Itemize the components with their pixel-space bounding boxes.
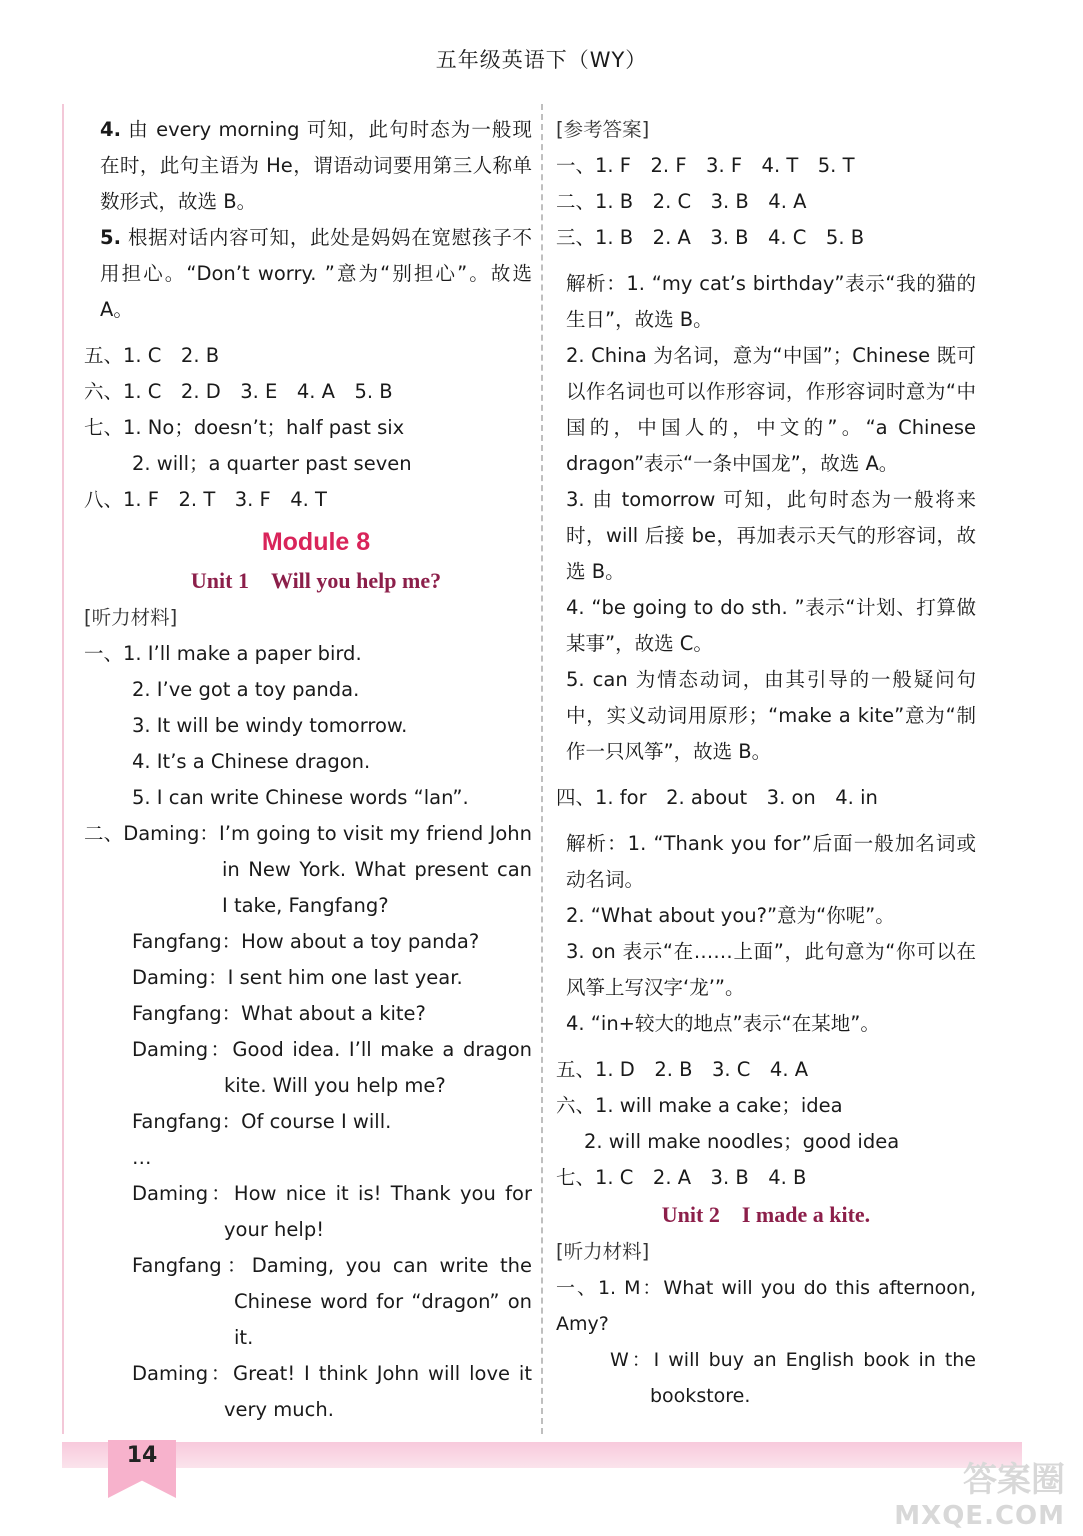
dialogue-line-5: Daming：Good idea. I’ll make a dragon kite. Will you help me? [132,1038,532,1097]
listening-label: [听力材料] [84,606,178,629]
explanation-4-4: 4. “in+较大的地点”表示“在某地”。 [566,1012,880,1035]
page-number: 14 [126,1443,158,1468]
left-margin-rule [62,104,64,1434]
listening-1-1: 一、1. I’ll make a paper bird. [84,642,362,665]
dialogue-line-9: Fangfang：Daming, you can write the Chinese word for “dragon” on it. [132,1254,532,1349]
answer-row-7: 七、1. C 2. A 3. B 4. B [556,1166,807,1189]
answer-row-5: 五、1. D 2. B 3. C 4. A [556,1058,809,1081]
explanation-q5 [100,220,532,328]
column-divider [541,104,543,1434]
dialogue-line-7: … [132,1146,152,1169]
answer-section-5: 五、1. C 2. B [84,344,220,367]
listening-1-5: 5. I can write Chinese words “lan”. [132,786,469,809]
unit1-title: Unit 1 Will you help me? [190,568,442,593]
unit2-listening-label: [听力材料] [556,1240,650,1263]
dialogue-line-6: Fangfang：Of course I will. [132,1110,392,1133]
answers-label: [参考答案] [556,118,650,141]
explanation-3-2: 2. China 为名词，意为“中国”；Chinese 既可以作名词也可以作形容词，作形容词时意为“中国的，中国人的，中文的”。“a Chinese dragon”表示“一条中国龙”，故选 A。 [566,344,976,475]
explanation-3-4: 4. “be going to do sth. ”表示“计划、打算做某事”，故选 C。 [566,596,976,655]
answer-section-8: 八、1. F 2. T 3. F 4. T [84,488,327,511]
listening-1-2: 2. I’ve got a toy panda. [132,678,360,701]
explanation-4-1: 解析：1. “Thank you for”后面一般加名词或动名词。 [566,832,976,891]
answer-section-7-line2: 2. will；a quarter past seven [132,452,412,475]
explanation-3-5: 5. can 为情态动词，由其引导的一般疑问句中，实义动词用原形；“make a kite”意为“制作一只风筝”，故选 B。 [566,668,976,763]
answer-row-3: 三、1. B 2. A 3. B 4. C 5. B [556,226,865,249]
q4-number: 4. [100,118,121,141]
right-column [556,112,976,1414]
answer-row-2: 二、1. B 2. C 3. B 4. A [556,190,807,213]
answer-section-7-line1: 七、1. No；doesn’t；half past six [84,416,405,439]
dialogue-line-4: Fangfang：What about a kite? [132,1002,426,1025]
answer-row-6-line1: 六、1. will make a cake；idea [556,1094,843,1117]
answer-row-1: 一、1. F 2. F 3. F 4. T 5. T [556,154,855,177]
watermark-brand: 答案圈 [963,1460,1065,1500]
unit2-title: Unit 2 I made a kite. [661,1202,871,1227]
explanation-3-1: 解析：1. “my cat’s birthday”表示“我的猫的生日”，故选 B。 [566,272,976,331]
dialogue-line-8: Daming：How nice it is! Thank you for your help! [132,1182,532,1241]
explanation-3-3: 3. 由 tomorrow 可知，此句时态为一般将来时，will 后接 be，再加表示天气的形容词，故选 B。 [566,488,976,583]
left-column [84,112,532,1428]
answer-section-6: 六、1. C 2. D 3. E 4. A 5. B [84,380,393,403]
explanation-4-3: 3. on 表示“在……上面”，此句意为“你可以在风筝上写汉字‘龙’”。 [566,940,976,999]
explanation-q4 [100,112,532,220]
dialogue-line-2: Fangfang：How about a toy panda? [132,930,480,953]
dialogue-line-1: 二、Daming：I’m going to visit my friend John in New York. What present can I take, Fangfang? [84,822,532,917]
q4-text: 由 every morning 可知，此句时态为一般现在时，此句主语为 He，谓语动词要用第三人称单数形式，故选 B。 [100,118,532,213]
page-header: 五年级英语下（WY） [435,48,648,72]
dialogue-line-3: Daming：I sent him one last year. [132,966,463,989]
listening-1-3: 3. It will be windy tomorrow. [132,714,408,737]
watermark-logo [865,1462,1065,1532]
answer-row-6-line2: 2. will make noodles；good idea [584,1130,900,1153]
q5-text: 根据对话内容可知，此处是妈妈在宽慰孩子不用担心。“Don’t worry. ”意为“别担心”。故选 A。 [100,226,532,321]
q5-number: 5. [100,226,121,249]
explanation-4-2: 2. “What about you?”意为“你呢”。 [566,904,895,927]
listening-1-4: 4. It’s a Chinese dragon. [132,750,371,773]
unit2-listening-2: W：I will buy an English book in the bookstore. [610,1349,976,1407]
dialogue-line-10: Daming：Great! I think John will love it very much. [132,1362,532,1421]
answer-row-4: 四、1. for 2. about 3. on 4. in [556,786,878,809]
module-title: Module 8 [261,528,371,556]
watermark-url: MXQE.COM [894,1501,1065,1531]
unit2-listening-1: 一、1. M：What will you do this afternoon, Amy? [556,1277,976,1335]
